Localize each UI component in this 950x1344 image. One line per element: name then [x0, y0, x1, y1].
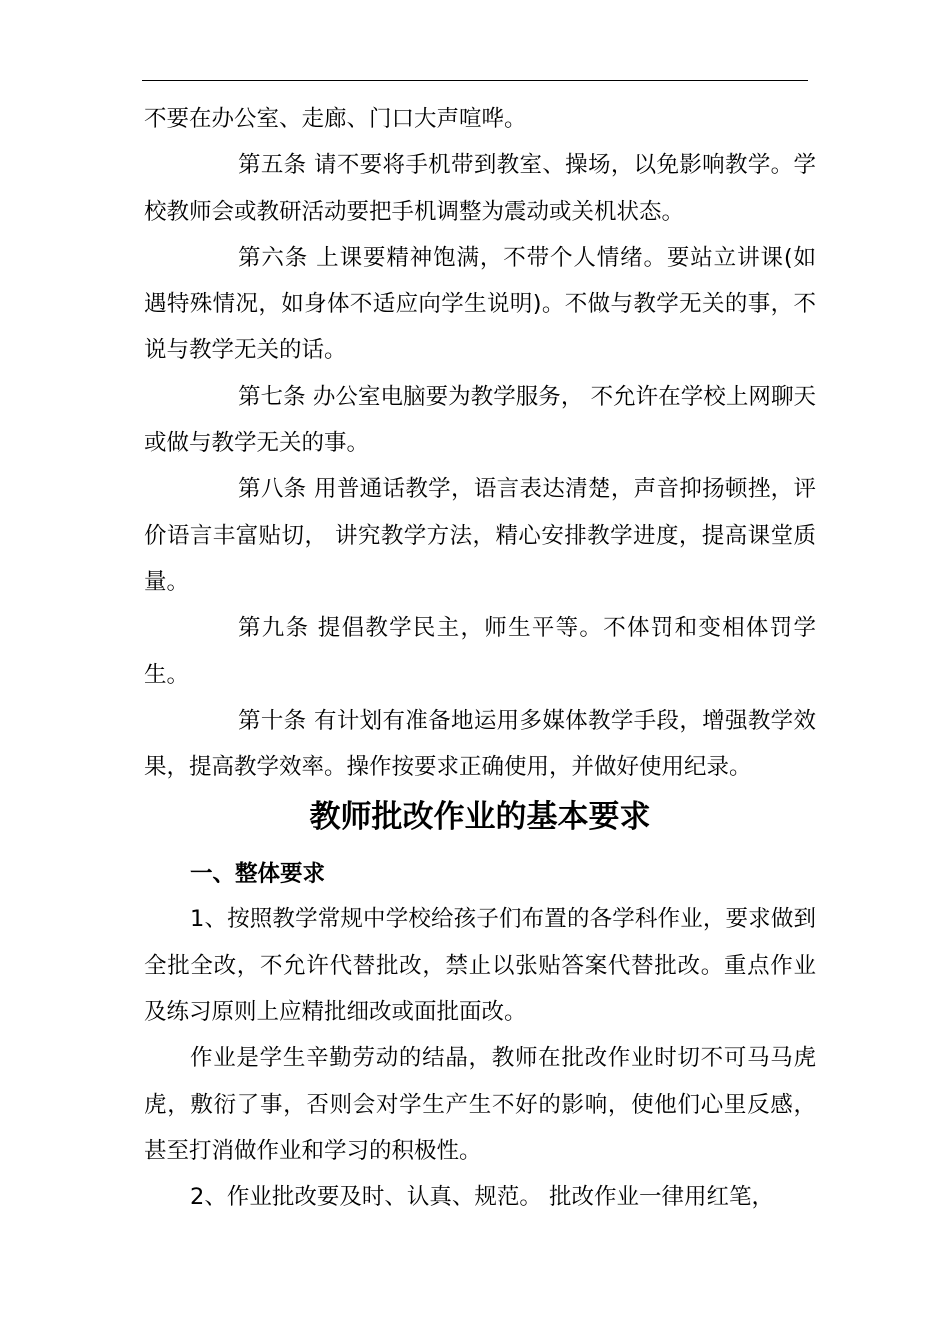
- section-title: 教师批改作业的基本要求: [309, 799, 651, 836]
- article-8: 第八条 用普通话教学，语言表达清楚，声音抑扬顿挫，评价语言丰富贴切， 讲究教学方法，精心安排教学进度，提高课堂质量。: [144, 476, 816, 595]
- article-9: 第九条 提倡教学民主，师生平等。不体罚和变相体罚学生。: [144, 615, 816, 688]
- article-7: 第七条 办公室电脑要为教学服务， 不允许在学校上网聊天或做与教学无关的事。: [144, 383, 816, 457]
- document-body: [144, 96, 816, 1221]
- article-6: 第六条 上课要精神饱满，不带个人情绪。要站立讲课(如遇特殊情况，如身体不适应向学生说明)。不做与教学无关的事，不说与教学无关的话。: [144, 244, 816, 364]
- paragraph-2: 作业是学生辛勤劳动的结晶，教师在批改作业时切不可马马虎虎，敷衍了事，否则会对学生产生不好的影响，使他们心里反感，甚至打消做作业和学习的积极性。: [144, 1045, 816, 1164]
- article-5: 第五条 请不要将手机带到教室、操场，以免影响教学。学校教师会或教研活动要把手机调整为震动或关机状态。: [144, 152, 816, 225]
- continuation-paragraph: 不要在办公室、走廊、门口大声喧哗。: [144, 106, 527, 132]
- paragraph-3: 2、作业批改要及时、认真、规范。 批改作业一律用红笔，: [190, 1184, 774, 1211]
- header-rule: [142, 80, 808, 81]
- article-10: 第十条 有计划有准备地运用多媒体教学手段，增强教学效果，提高教学效率。操作按要求正确使用，并做好使用纪录。: [144, 707, 816, 781]
- paragraph-1: 1、按照教学常规中学校给孩子们布置的各学科作业，要求做到全批全改，不允许代替批改，禁止以张贴答案代替批改。重点作业及练习原则上应精批细改或面批面改。: [144, 906, 816, 1026]
- subsection-heading: 一、整体要求: [190, 861, 326, 888]
